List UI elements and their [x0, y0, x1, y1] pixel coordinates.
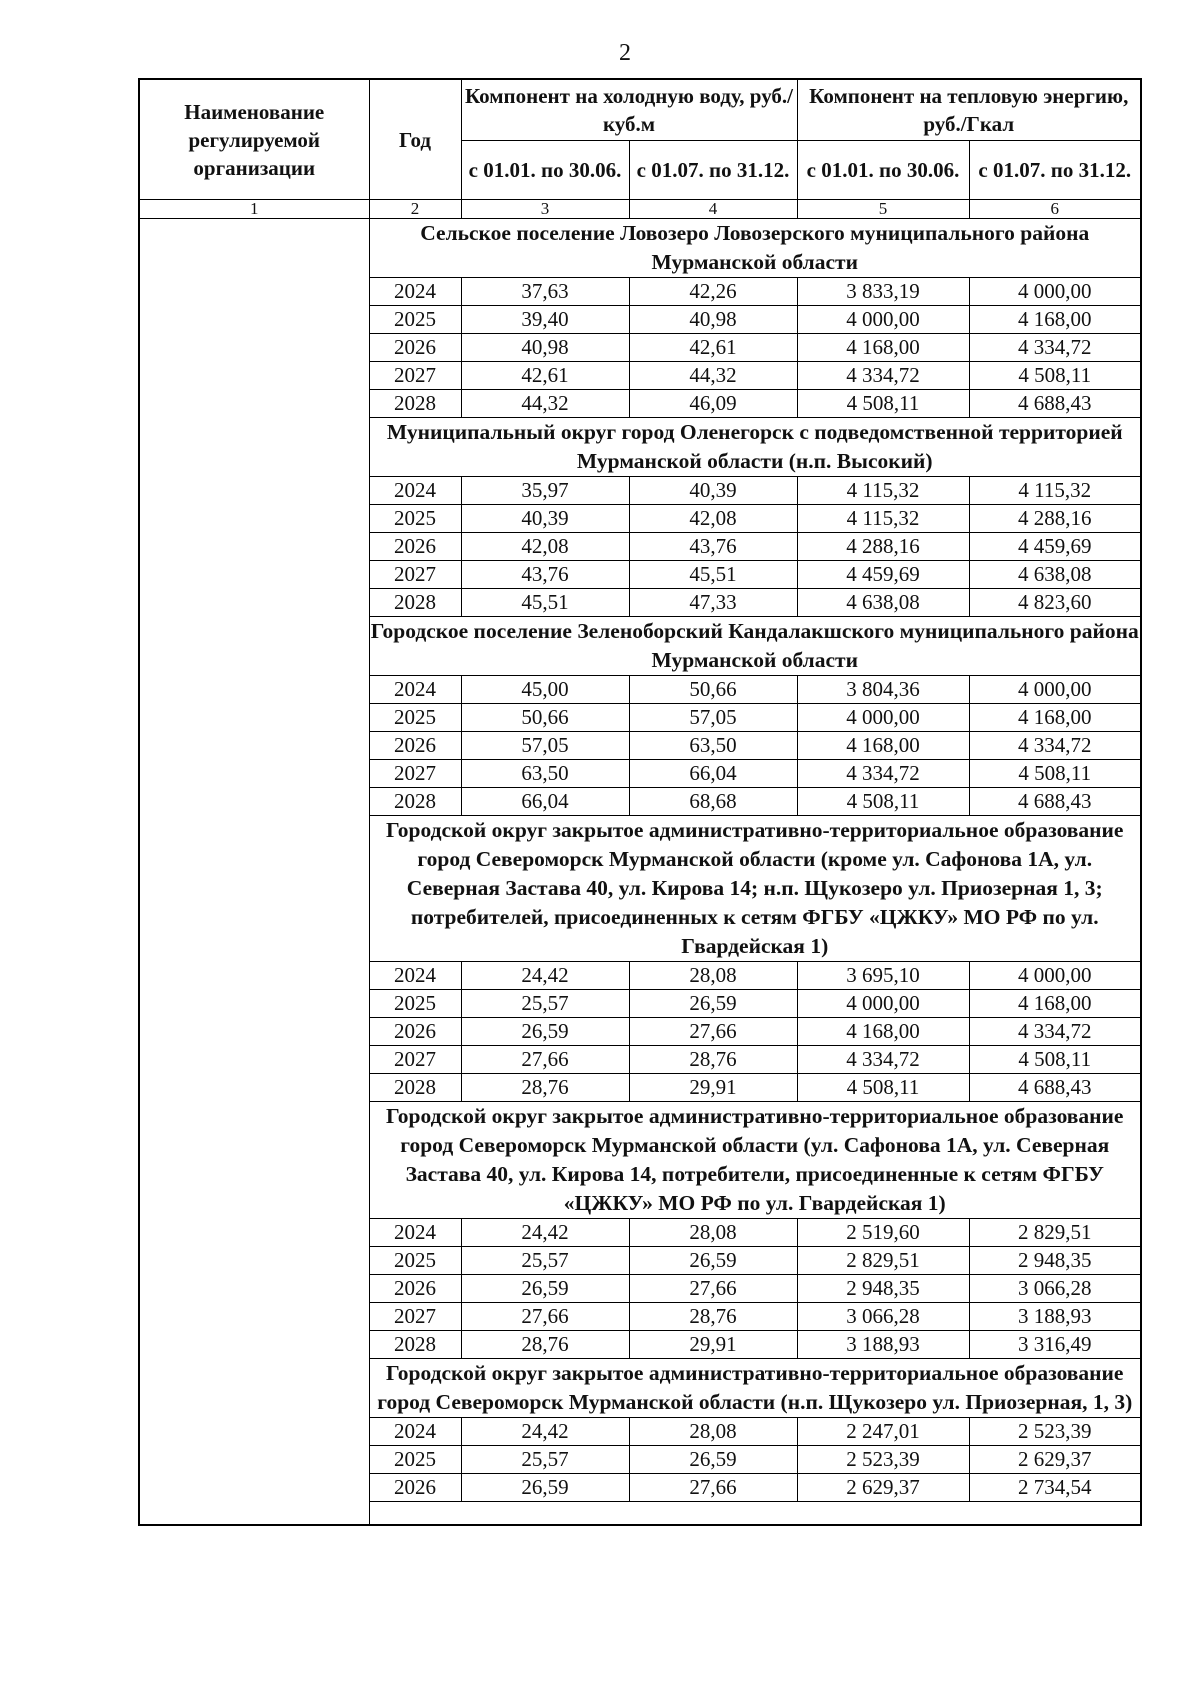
cold-water-h1-cell: 45,00: [461, 676, 629, 704]
heat-h2-cell: 4 000,00: [969, 962, 1141, 990]
section-title: Городское поселение Зеленоборский Кандалакшского муниципального района Мурманской области: [369, 617, 1141, 676]
cold-water-h2-cell: 28,08: [629, 1219, 797, 1247]
section-title: Муниципальный округ город Оленегорск с подведомственной территорией Мурманской области (н.п. Высокий): [369, 418, 1141, 477]
cold-water-h2-cell: 57,05: [629, 704, 797, 732]
cold-water-h2-cell: 29,91: [629, 1074, 797, 1102]
cold-water-h2-cell: 27,66: [629, 1474, 797, 1502]
header-org-name: Наименование регулируемой организации: [139, 79, 369, 200]
cold-water-h2-cell: 44,32: [629, 362, 797, 390]
cold-water-h2-cell: 26,59: [629, 1247, 797, 1275]
year-cell: 2026: [369, 533, 461, 561]
cold-water-h2-cell: 27,66: [629, 1018, 797, 1046]
cold-water-h1-cell: 27,66: [461, 1303, 629, 1331]
year-cell: 2025: [369, 704, 461, 732]
cold-water-h1-cell: 66,04: [461, 788, 629, 816]
header-year: Год: [369, 79, 461, 200]
year-cell: 2026: [369, 334, 461, 362]
column-number: 2: [369, 200, 461, 219]
heat-h1-cell: 4 000,00: [797, 704, 969, 732]
cold-water-h2-cell: 68,68: [629, 788, 797, 816]
heat-h1-cell: 3 804,36: [797, 676, 969, 704]
cold-water-h2-cell: 40,98: [629, 306, 797, 334]
cold-water-h2-cell: 28,08: [629, 962, 797, 990]
heat-h1-cell: 4 334,72: [797, 760, 969, 788]
cold-water-h1-cell: 35,97: [461, 477, 629, 505]
heat-h1-cell: 4 508,11: [797, 390, 969, 418]
year-cell: 2025: [369, 1446, 461, 1474]
heat-h1-cell: 4 168,00: [797, 334, 969, 362]
heat-h2-cell: 4 688,43: [969, 788, 1141, 816]
year-cell: 2024: [369, 676, 461, 704]
heat-h1-cell: 4 000,00: [797, 306, 969, 334]
heat-h2-cell: 2 734,54: [969, 1474, 1141, 1502]
cold-water-h1-cell: 63,50: [461, 760, 629, 788]
cold-water-h1-cell: 25,57: [461, 990, 629, 1018]
heat-h1-cell: 3 695,10: [797, 962, 969, 990]
year-cell: 2027: [369, 760, 461, 788]
cold-water-h2-cell: 42,61: [629, 334, 797, 362]
cold-water-h1-cell: 24,42: [461, 1418, 629, 1446]
heat-h1-cell: 4 334,72: [797, 1046, 969, 1074]
year-cell: 2026: [369, 1275, 461, 1303]
cold-water-h1-cell: 42,08: [461, 533, 629, 561]
heat-h2-cell: 4 115,32: [969, 477, 1141, 505]
column-numbers-row: [139, 200, 1141, 219]
cold-water-h1-cell: 24,42: [461, 1219, 629, 1247]
heat-h1-cell: 2 629,37: [797, 1474, 969, 1502]
heat-h2-cell: 4 000,00: [969, 278, 1141, 306]
year-cell: 2027: [369, 561, 461, 589]
column-number: 5: [797, 200, 969, 219]
year-cell: 2027: [369, 1046, 461, 1074]
year-cell: 2028: [369, 589, 461, 617]
section-title: Городской округ закрытое административно-территориальное образование город Североморск Мурманской области (кроме ул. Сафонова 1А, ул. Северная Застава 40, ул. Кирова 14; н.п. Щукозеро ул. Приозерная 1, 3; потребителей, присоединенных к сетям ФГБУ «ЦЖКУ» МО РФ по ул. Гвардейская 1): [369, 816, 1141, 962]
cold-water-h2-cell: 28,08: [629, 1418, 797, 1446]
heat-h2-cell: 4 823,60: [969, 589, 1141, 617]
heat-h2-cell: 4 288,16: [969, 505, 1141, 533]
cold-water-h2-cell: 28,76: [629, 1303, 797, 1331]
cold-water-h2-cell: 28,76: [629, 1046, 797, 1074]
section-title-row: [139, 219, 1141, 278]
cold-water-h2-cell: 26,59: [629, 1446, 797, 1474]
cold-water-h2-cell: 66,04: [629, 760, 797, 788]
heat-h1-cell: 2 519,60: [797, 1219, 969, 1247]
year-cell: 2028: [369, 390, 461, 418]
heat-h2-cell: 3 188,93: [969, 1303, 1141, 1331]
heat-h1-cell: 3 188,93: [797, 1331, 969, 1359]
section-title: Городской округ закрытое административно-территориальное образование город Североморск Мурманской области (н.п. Щукозеро ул. Приозерная, 1, 3): [369, 1359, 1141, 1418]
heat-h2-cell: 4 000,00: [969, 676, 1141, 704]
heat-h1-cell: 2 523,39: [797, 1446, 969, 1474]
header-heat-period-2: с 01.07. по 31.12.: [969, 141, 1141, 200]
heat-h2-cell: 4 168,00: [969, 990, 1141, 1018]
heat-h2-cell: 4 688,43: [969, 390, 1141, 418]
heat-h2-cell: 2 523,39: [969, 1418, 1141, 1446]
heat-h2-cell: 4 168,00: [969, 704, 1141, 732]
heat-h1-cell: 4 115,32: [797, 477, 969, 505]
column-number: 1: [139, 200, 369, 219]
heat-h1-cell: 3 066,28: [797, 1303, 969, 1331]
cold-water-h2-cell: 46,09: [629, 390, 797, 418]
heat-h1-cell: 4 508,11: [797, 1074, 969, 1102]
year-cell: 2027: [369, 1303, 461, 1331]
heat-h2-cell: 4 638,08: [969, 561, 1141, 589]
heat-h2-cell: 4 508,11: [969, 362, 1141, 390]
cold-water-h1-cell: 43,76: [461, 561, 629, 589]
heat-h2-cell: 3 066,28: [969, 1275, 1141, 1303]
cold-water-h1-cell: 42,61: [461, 362, 629, 390]
cold-water-h2-cell: 27,66: [629, 1275, 797, 1303]
cold-water-h1-cell: 26,59: [461, 1275, 629, 1303]
heat-h1-cell: 4 288,16: [797, 533, 969, 561]
year-cell: 2025: [369, 1247, 461, 1275]
heat-h2-cell: 4 168,00: [969, 306, 1141, 334]
cold-water-h1-cell: 28,76: [461, 1074, 629, 1102]
heat-h1-cell: 4 459,69: [797, 561, 969, 589]
cold-water-h1-cell: 27,66: [461, 1046, 629, 1074]
header-cold-period-2: с 01.07. по 31.12.: [629, 141, 797, 200]
year-cell: 2028: [369, 788, 461, 816]
year-cell: 2025: [369, 505, 461, 533]
heat-h2-cell: 2 629,37: [969, 1446, 1141, 1474]
cold-water-h2-cell: 29,91: [629, 1331, 797, 1359]
section-title: Сельское поселение Ловозеро Ловозерского муниципального района Мурманской области: [369, 219, 1141, 278]
year-cell: 2024: [369, 278, 461, 306]
heat-h1-cell: 2 247,01: [797, 1418, 969, 1446]
cold-water-h1-cell: 24,42: [461, 962, 629, 990]
cold-water-h2-cell: 50,66: [629, 676, 797, 704]
cold-water-h2-cell: 47,33: [629, 589, 797, 617]
year-cell: 2025: [369, 306, 461, 334]
table-body: [139, 219, 1141, 1526]
org-name-cell: [139, 219, 369, 1526]
heat-h2-cell: 4 688,43: [969, 1074, 1141, 1102]
heat-h1-cell: 4 168,00: [797, 732, 969, 760]
heat-h1-cell: 4 115,32: [797, 505, 969, 533]
cold-water-h1-cell: 40,39: [461, 505, 629, 533]
year-cell: 2026: [369, 732, 461, 760]
heat-h1-cell: 4 508,11: [797, 788, 969, 816]
cold-water-h2-cell: 43,76: [629, 533, 797, 561]
year-cell: 2028: [369, 1331, 461, 1359]
cold-water-h2-cell: 42,08: [629, 505, 797, 533]
cold-water-h2-cell: 63,50: [629, 732, 797, 760]
cold-water-h2-cell: 45,51: [629, 561, 797, 589]
column-number: 6: [969, 200, 1141, 219]
cold-water-h1-cell: 25,57: [461, 1446, 629, 1474]
header-heat-period-1: с 01.01. по 30.06.: [797, 141, 969, 200]
cold-water-h1-cell: 39,40: [461, 306, 629, 334]
heat-h1-cell: 2 829,51: [797, 1247, 969, 1275]
heat-h1-cell: 2 948,35: [797, 1275, 969, 1303]
cold-water-h1-cell: 44,32: [461, 390, 629, 418]
heat-h1-cell: 4 168,00: [797, 1018, 969, 1046]
column-number: 3: [461, 200, 629, 219]
cold-water-h1-cell: 26,59: [461, 1474, 629, 1502]
heat-h1-cell: 4 334,72: [797, 362, 969, 390]
heat-h1-cell: 4 638,08: [797, 589, 969, 617]
year-cell: 2024: [369, 1418, 461, 1446]
cold-water-h1-cell: 26,59: [461, 1018, 629, 1046]
year-cell: 2024: [369, 1219, 461, 1247]
header-cold-period-1: с 01.01. по 30.06.: [461, 141, 629, 200]
year-cell: 2026: [369, 1474, 461, 1502]
heat-h1-cell: 4 000,00: [797, 990, 969, 1018]
heat-h1-cell: 3 833,19: [797, 278, 969, 306]
heat-h2-cell: 4 508,11: [969, 1046, 1141, 1074]
heat-h2-cell: 3 316,49: [969, 1331, 1141, 1359]
header-cold-water: Компонент на холодную воду, руб./куб.м: [461, 79, 797, 141]
column-number: 4: [629, 200, 797, 219]
cold-water-h1-cell: 40,98: [461, 334, 629, 362]
cold-water-h1-cell: 28,76: [461, 1331, 629, 1359]
cold-water-h1-cell: 25,57: [461, 1247, 629, 1275]
year-cell: 2024: [369, 962, 461, 990]
cold-water-h2-cell: 40,39: [629, 477, 797, 505]
year-cell: 2024: [369, 477, 461, 505]
cold-water-h1-cell: 57,05: [461, 732, 629, 760]
year-cell: 2028: [369, 1074, 461, 1102]
heat-h2-cell: 4 334,72: [969, 1018, 1141, 1046]
cold-water-h1-cell: 45,51: [461, 589, 629, 617]
cold-water-h1-cell: 50,66: [461, 704, 629, 732]
page-number: 2: [619, 40, 631, 66]
heat-h2-cell: 4 459,69: [969, 533, 1141, 561]
year-cell: 2026: [369, 1018, 461, 1046]
cold-water-h1-cell: 37,63: [461, 278, 629, 306]
table-end-cell: [369, 1502, 1141, 1526]
year-cell: 2025: [369, 990, 461, 1018]
cold-water-h2-cell: 26,59: [629, 990, 797, 1018]
heat-h2-cell: 4 334,72: [969, 334, 1141, 362]
section-title: Городской округ закрытое административно-территориальное образование город Североморск Мурманской области (ул. Сафонова 1А, ул. Северная Застава 40, ул. Кирова 14, потребители, присоединенные к сетям ФГБУ «ЦЖКУ» МО РФ по ул. Гвардейская 1): [369, 1102, 1141, 1219]
heat-h2-cell: 2 829,51: [969, 1219, 1141, 1247]
heat-h2-cell: 4 508,11: [969, 760, 1141, 788]
heat-h2-cell: 2 948,35: [969, 1247, 1141, 1275]
heat-h2-cell: 4 334,72: [969, 732, 1141, 760]
tariff-table: [138, 78, 1142, 1526]
cold-water-h2-cell: 42,26: [629, 278, 797, 306]
year-cell: 2027: [369, 362, 461, 390]
header-heat: Компонент на тепловую энергию, руб./Гкал: [797, 79, 1141, 141]
